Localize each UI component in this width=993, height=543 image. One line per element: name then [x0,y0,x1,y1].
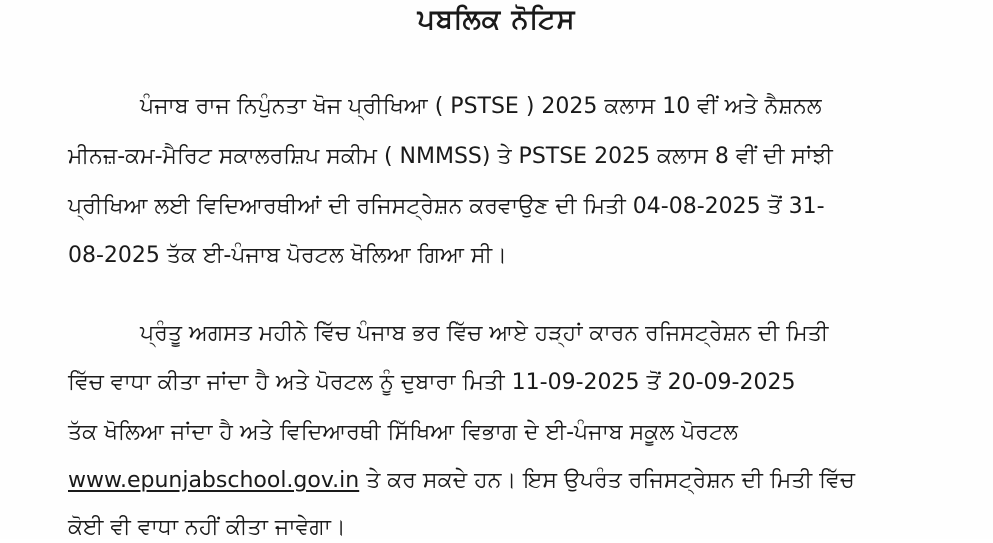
portal-link[interactable]: www.epunjabschool.gov.in [68,468,360,493]
paragraph1-line2: ਮੀਨਜ਼-ਕਮ-ਮੈਰਿਟ ਸਕਾਲਰਸ਼ਿਪ ਸਕੀਮ ( NMMSS) ਤੇ PSTSE 2025 ਕਲਾਸ 8 ਵੀਂ ਦੀ ਸਾਂਝੀ [68,144,833,169]
paragraph1-line1: ਪੰਜਾਬ ਰਾਜ ਨਿਪੁੰਨਤਾ ਖੋਜ ਪ੍ਰੀਖਿਆ ( PSTSE ) 2025 ਕਲਾਸ 10 ਵੀਂ ਅਤੇ ਨੈਸ਼ਨਲ [140,94,822,119]
notice-title: ਪਬਲਿਕ ਨੋਟਿਸ [417,4,576,35]
paragraph1-line4: 08-2025 ਤੱਕ ਈ-ਪੰਜਾਬ ਪੋਰਟਲ ਖੋਲਿਆ ਗਿਆ ਸੀ। [68,243,507,268]
paragraph2-line4 [68,466,855,496]
paragraph2-line2: ਵਿੱਚ ਵਾਧਾ ਕੀਤਾ ਜਾਂਦਾ ਹੈ ਅਤੇ ਪੋਰਟਲ ਨੂੰ ਦੁਬਾਰਾ ਮਿਤੀ 11-09-2025 ਤੋਂ 20-09-2025 [68,370,796,395]
paragraph1-line3: ਪ੍ਰੀਖਿਆ ਲਈ ਵਿਦਿਆਰਥੀਆਂ ਦੀ ਰਜਿਸਟ੍ਰੇਸ਼ਨ ਕਰਵਾਉਣ ਦੀ ਮਿਤੀ 04-08-2025 ਤੋਂ 31- [68,194,825,219]
paragraph2-line5: ਕੋਈ ਵੀ ਵਾਧਾ ਨਹੀਂ ਕੀਤਾ ਜਾਵੇਗਾ। [68,515,346,540]
paragraph2-line4-rest: ਤੇ ਕਰ ਸਕਦੇ ਹਨ। ਇਸ ਉਪਰੰਤ ਰਜਿਸਟ੍ਰੇਸ਼ਨ ਦੀ ਮਿਤੀ ਵਿੱਚ [359,468,855,493]
paragraph2-line1: ਪ੍ਰੰਤੂ ਅਗਸਤ ਮਹੀਨੇ ਵਿੱਚ ਪੰਜਾਬ ਭਰ ਵਿੱਚ ਆਏ ਹੜ੍ਹਾਂ ਕਾਰਨ ਰਜਿਸਟ੍ਰੇਸ਼ਨ ਦੀ ਮਿਤੀ [140,321,829,346]
paragraph2-line3: ਤੱਕ ਖੋਲਿਆ ਜਾਂਦਾ ਹੈ ਅਤੇ ਵਿਦਿਆਰਥੀ ਸਿੱਖਿਆ ਵਿਭਾਗ ਦੇ ਈ-ਪੰਜਾਬ ਸਕੂਲ ਪੋਰਟਲ [68,420,738,445]
